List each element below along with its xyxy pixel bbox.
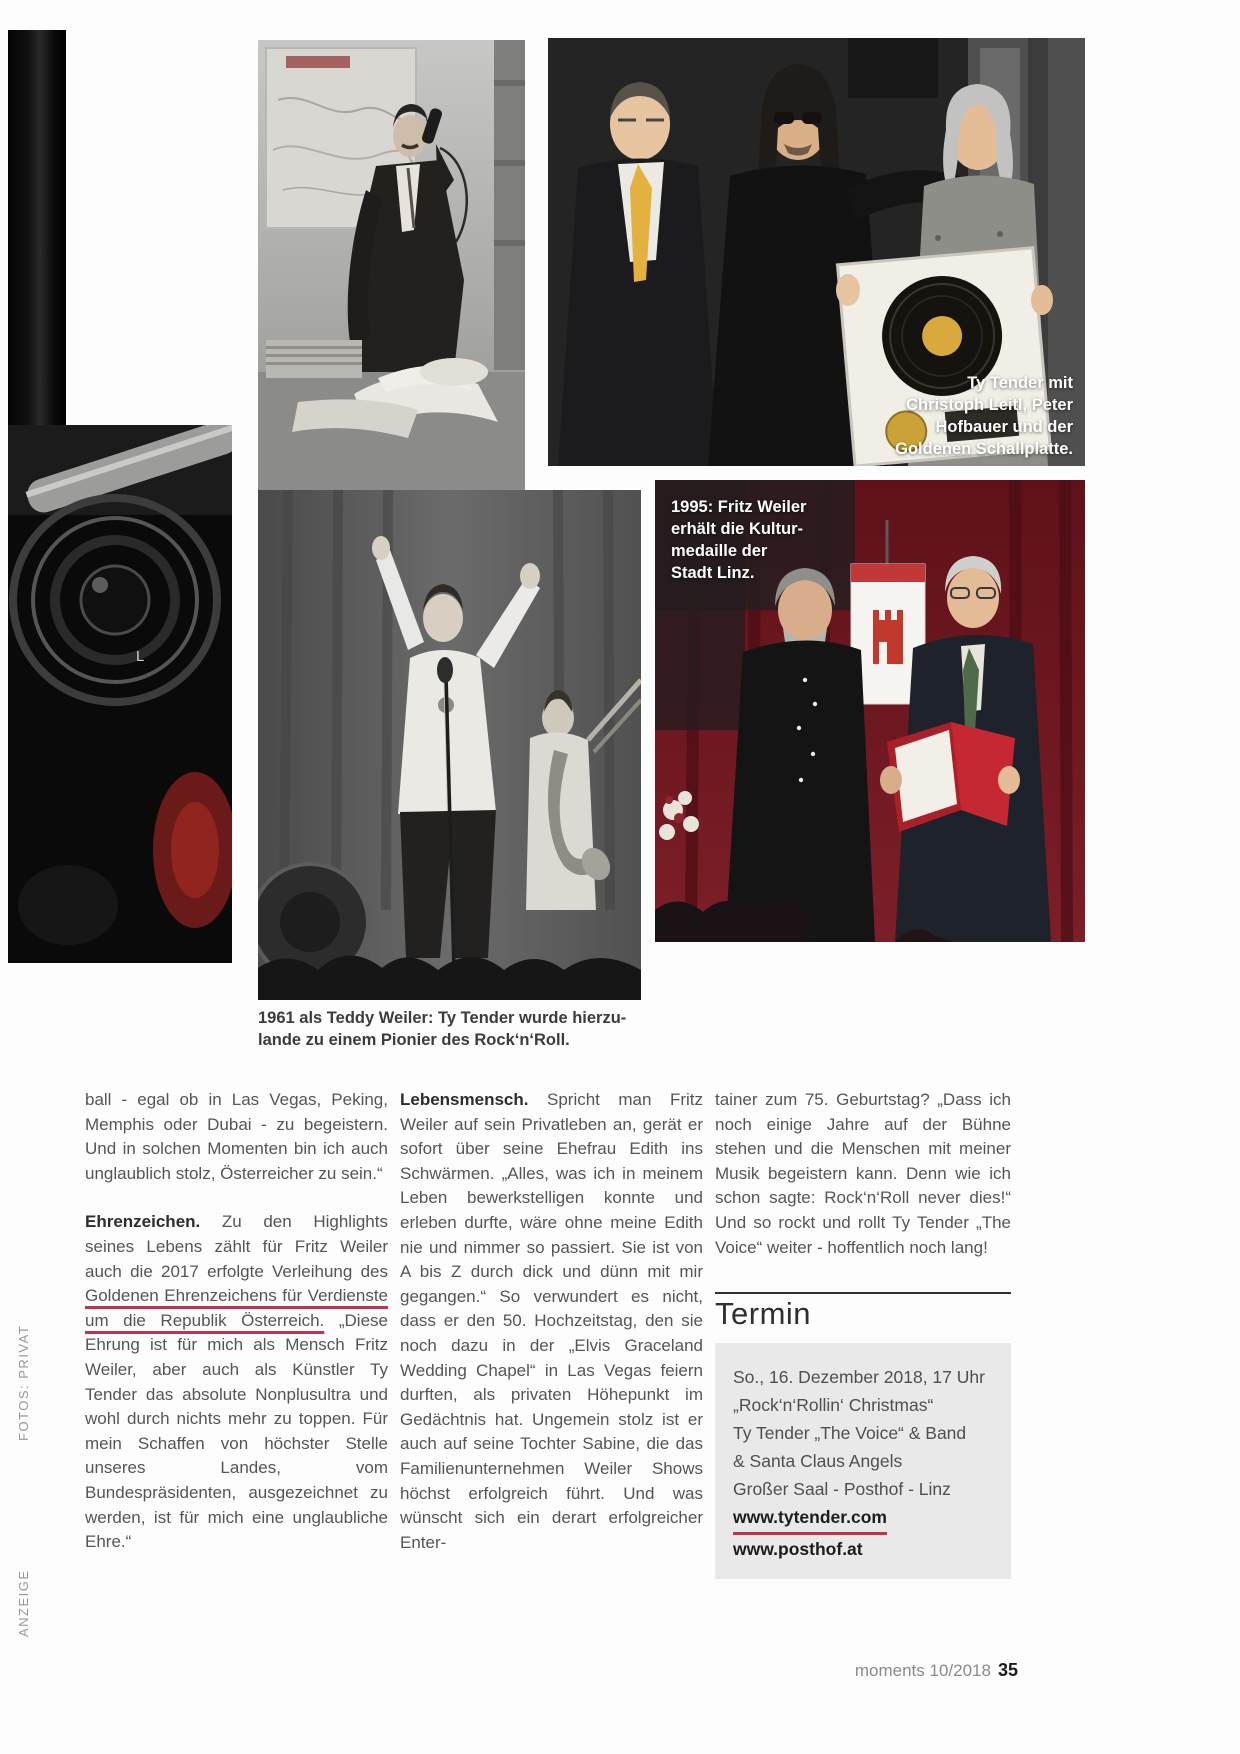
article-column-1 bbox=[85, 1088, 388, 1579]
photo-gold-record-ceremony bbox=[548, 38, 1085, 466]
page-number: 35 bbox=[997, 1660, 1018, 1680]
red-underlined-phrase: Goldenen Ehrenzeichens für Verdienste um die Republik Österreich. bbox=[85, 1286, 388, 1330]
body-text: ball - egal ob in Las Vegas, Peking, Memphis oder Dubai - zu begeistern. Und in solchen Momenten bin ich auch unglaublich stolz, Österreicher zu sein.“ bbox=[85, 1090, 388, 1183]
body-text: Spricht man Fritz Weiler auf sein Privatleben an, gerät er sofort über seine Ehefrau Edith ins Schwärmen. „Alles, was ich in meinem Leben bewerkstelligen konnte und erleben durfte, wäre ohne meine Edith nie und nimmer so passiert. Sie ist von A bis Z durch dick und dünn mit mir gegangen.“ So verwundert es nicht, dass er den 50. Hochzeitstag, den sie noch dazu in der „Elvis Graceland Wedding Chapel“ in Las Vegas feiern durften, als privaten Höhepunkt im Gedächtnis hat. Ungemein stolz ist er auch auf seine Tochter Sabine, die das Familienunternehmen Weiler Shows höchst erfolgreich führt. Und was wünscht sich ein derart erfolgreicher Enter- bbox=[400, 1090, 703, 1552]
caption-line: 1961 als Teddy Weiler: Ty Tender wurde hierzu- bbox=[258, 1009, 627, 1027]
termin-heading: Termin bbox=[715, 1296, 812, 1332]
svg-text:L: L bbox=[136, 648, 145, 665]
stage-photo-illustration bbox=[258, 490, 641, 1000]
photo-kulturmedaille-1995 bbox=[655, 480, 1085, 942]
event-act-1: Ty Tender „The Voice“ & Band bbox=[733, 1422, 967, 1443]
website-tytender: www.tytender.com bbox=[733, 1503, 887, 1535]
caption-line: Hofbauer und der bbox=[935, 418, 1073, 436]
photo-fritz-weiler-businessman bbox=[258, 40, 525, 497]
paragraph-lead-ehrenzeichen: Ehrenzeichen. bbox=[85, 1212, 201, 1232]
caption-gold-record bbox=[895, 372, 1073, 460]
website-posthof: www.posthof.at bbox=[733, 1538, 863, 1559]
event-act-2: & Santa Claus Angels bbox=[733, 1450, 903, 1471]
caption-teddy-1961 bbox=[258, 1007, 688, 1051]
caption-line: Christoph Leitl, Peter bbox=[906, 396, 1073, 414]
event-date-time: So., 16. Dezember 2018, 17 Uhr bbox=[733, 1366, 985, 1387]
body-text: „Diese Ehrung ist für mich als Mensch Fritz Weiler, aber auch als Künstler Ty Tender das absolute Nonplusultra und wohl durch nichts mehr zu toppen. Für mein Schaffen von höchster Stelle unseres Landes, vom Bundespräsidenten, ausgezeichnet zu werden, ist für mich eine unglaubliche Ehre.“ bbox=[85, 1310, 388, 1552]
ad-label: ANZEIGE bbox=[16, 1569, 31, 1637]
article-column-2 bbox=[400, 1088, 703, 1579]
event-venue: Großer Saal - Posthof - Linz bbox=[733, 1478, 951, 1499]
caption-medal-1995 bbox=[671, 496, 806, 584]
caption-line: Ty Tender mit bbox=[967, 374, 1073, 392]
magazine-issue: moments 10/2018 bbox=[854, 1661, 991, 1680]
caption-line: Goldenen Schallplatte. bbox=[895, 440, 1073, 458]
event-title: „Rock‘n‘Rollin‘ Christmas“ bbox=[733, 1394, 934, 1415]
termin-divider bbox=[715, 1292, 1011, 1294]
body-text: tainer zum 75. Geburtstag? „Dass ich noch einige Jahre auf der Bühne stehen und die Menschen mit meiner Musik begeistern kann. Denn wie ich schon sagte: Rock‘n‘Roll never dies!“ Und so rockt und rollt Ty Tender „The Voice“ weiter - hoffentlich noch lang! bbox=[715, 1090, 1011, 1257]
termin-box bbox=[715, 1343, 1011, 1579]
businessman-photo-illustration bbox=[258, 40, 525, 497]
photo-teddy-weiler-1961 bbox=[258, 490, 641, 1000]
page-footer bbox=[855, 1660, 1018, 1681]
paragraph-lead-lebensmensch: Lebensmensch. bbox=[400, 1090, 529, 1109]
caption-line: erhält die Kultur- bbox=[671, 520, 804, 538]
article-column-3 bbox=[715, 1088, 1011, 1579]
termin-section bbox=[715, 1292, 1011, 1579]
camera-lens-photo bbox=[8, 425, 232, 963]
paragraph bbox=[400, 1088, 703, 1555]
body-text: Zu den Highlights seines Lebens zählt für Fritz Weiler auch die 2017 erfolgte Verleihung des bbox=[85, 1212, 388, 1281]
caption-line: medaille der bbox=[671, 542, 768, 560]
caption-line: lande zu einem Pionier des Rock‘n‘Roll. bbox=[258, 1031, 570, 1049]
paragraph bbox=[85, 1210, 388, 1554]
photo-credit-label: FOTOS: PRIVAT bbox=[16, 1324, 31, 1441]
paragraph bbox=[85, 1088, 388, 1186]
paragraph bbox=[715, 1088, 1011, 1260]
caption-line: Stadt Linz. bbox=[671, 564, 755, 582]
caption-line: 1995: Fritz Weiler bbox=[671, 498, 807, 516]
camera-lens-illustration bbox=[8, 425, 232, 963]
